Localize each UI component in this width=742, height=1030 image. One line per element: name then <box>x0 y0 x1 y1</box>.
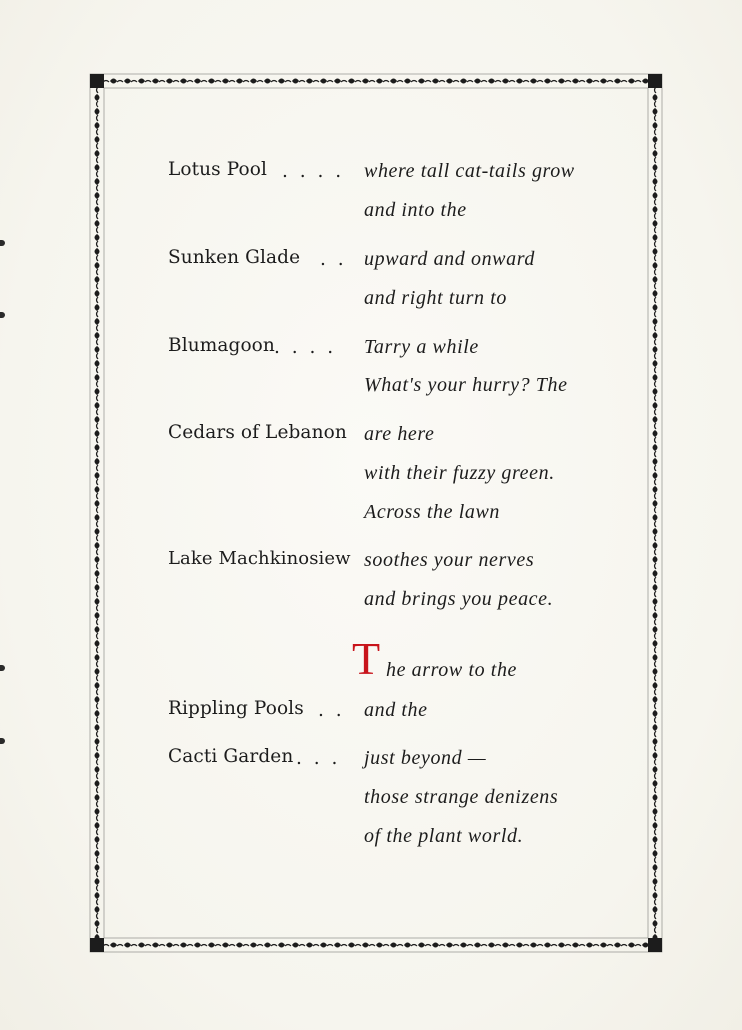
place-name-blumagoon: Blumagoon <box>168 335 275 356</box>
verse-line: and brings you peace. <box>364 588 554 610</box>
verse-line: those strange denizens <box>364 786 559 808</box>
verse-line: soothes your nerves <box>364 549 535 571</box>
drop-cap-letter: T <box>352 633 381 684</box>
binding-hole <box>0 665 5 671</box>
place-name-lotus-pool: Lotus Pool <box>168 159 268 180</box>
verse-line: and the <box>364 699 428 721</box>
verse-line: are here <box>364 423 435 445</box>
place-name-sunken-glade: Sunken Glade <box>168 247 301 268</box>
binding-hole <box>0 312 5 318</box>
verse-line: where tall cat-tails grow <box>364 160 575 182</box>
place-name-rippling-pools: Rippling Pools <box>168 698 304 719</box>
verse-line: he arrow to the <box>386 659 518 681</box>
verse-line: and right turn to <box>364 287 507 309</box>
place-name-lake-machkinosiew: Lake Machkinosiew <box>168 548 351 569</box>
verse-line: What's your hurry? The <box>364 374 568 396</box>
leader-dots: . . . . <box>274 337 337 358</box>
verse-line: with their fuzzy green. <box>364 462 555 484</box>
verse-line: just beyond — <box>364 747 487 769</box>
verse-line: Across the lawn <box>364 501 501 523</box>
binding-hole <box>0 738 5 744</box>
leader-dots: . . . . <box>282 161 345 182</box>
leader-dots: . . <box>320 249 347 270</box>
leader-dots: . . <box>318 700 345 721</box>
verse-line: Tarry a while <box>364 336 479 358</box>
verse-line: upward and onward <box>364 248 535 270</box>
binding-hole <box>0 240 5 246</box>
verse-line: and into the <box>364 199 467 221</box>
place-name-cedars-of-lebanon: Cedars of Lebanon <box>168 422 347 443</box>
leader-dots: . . . <box>296 748 341 769</box>
place-name-cacti-garden: Cacti Garden <box>168 746 294 767</box>
verse-line: of the plant world. <box>364 825 524 847</box>
